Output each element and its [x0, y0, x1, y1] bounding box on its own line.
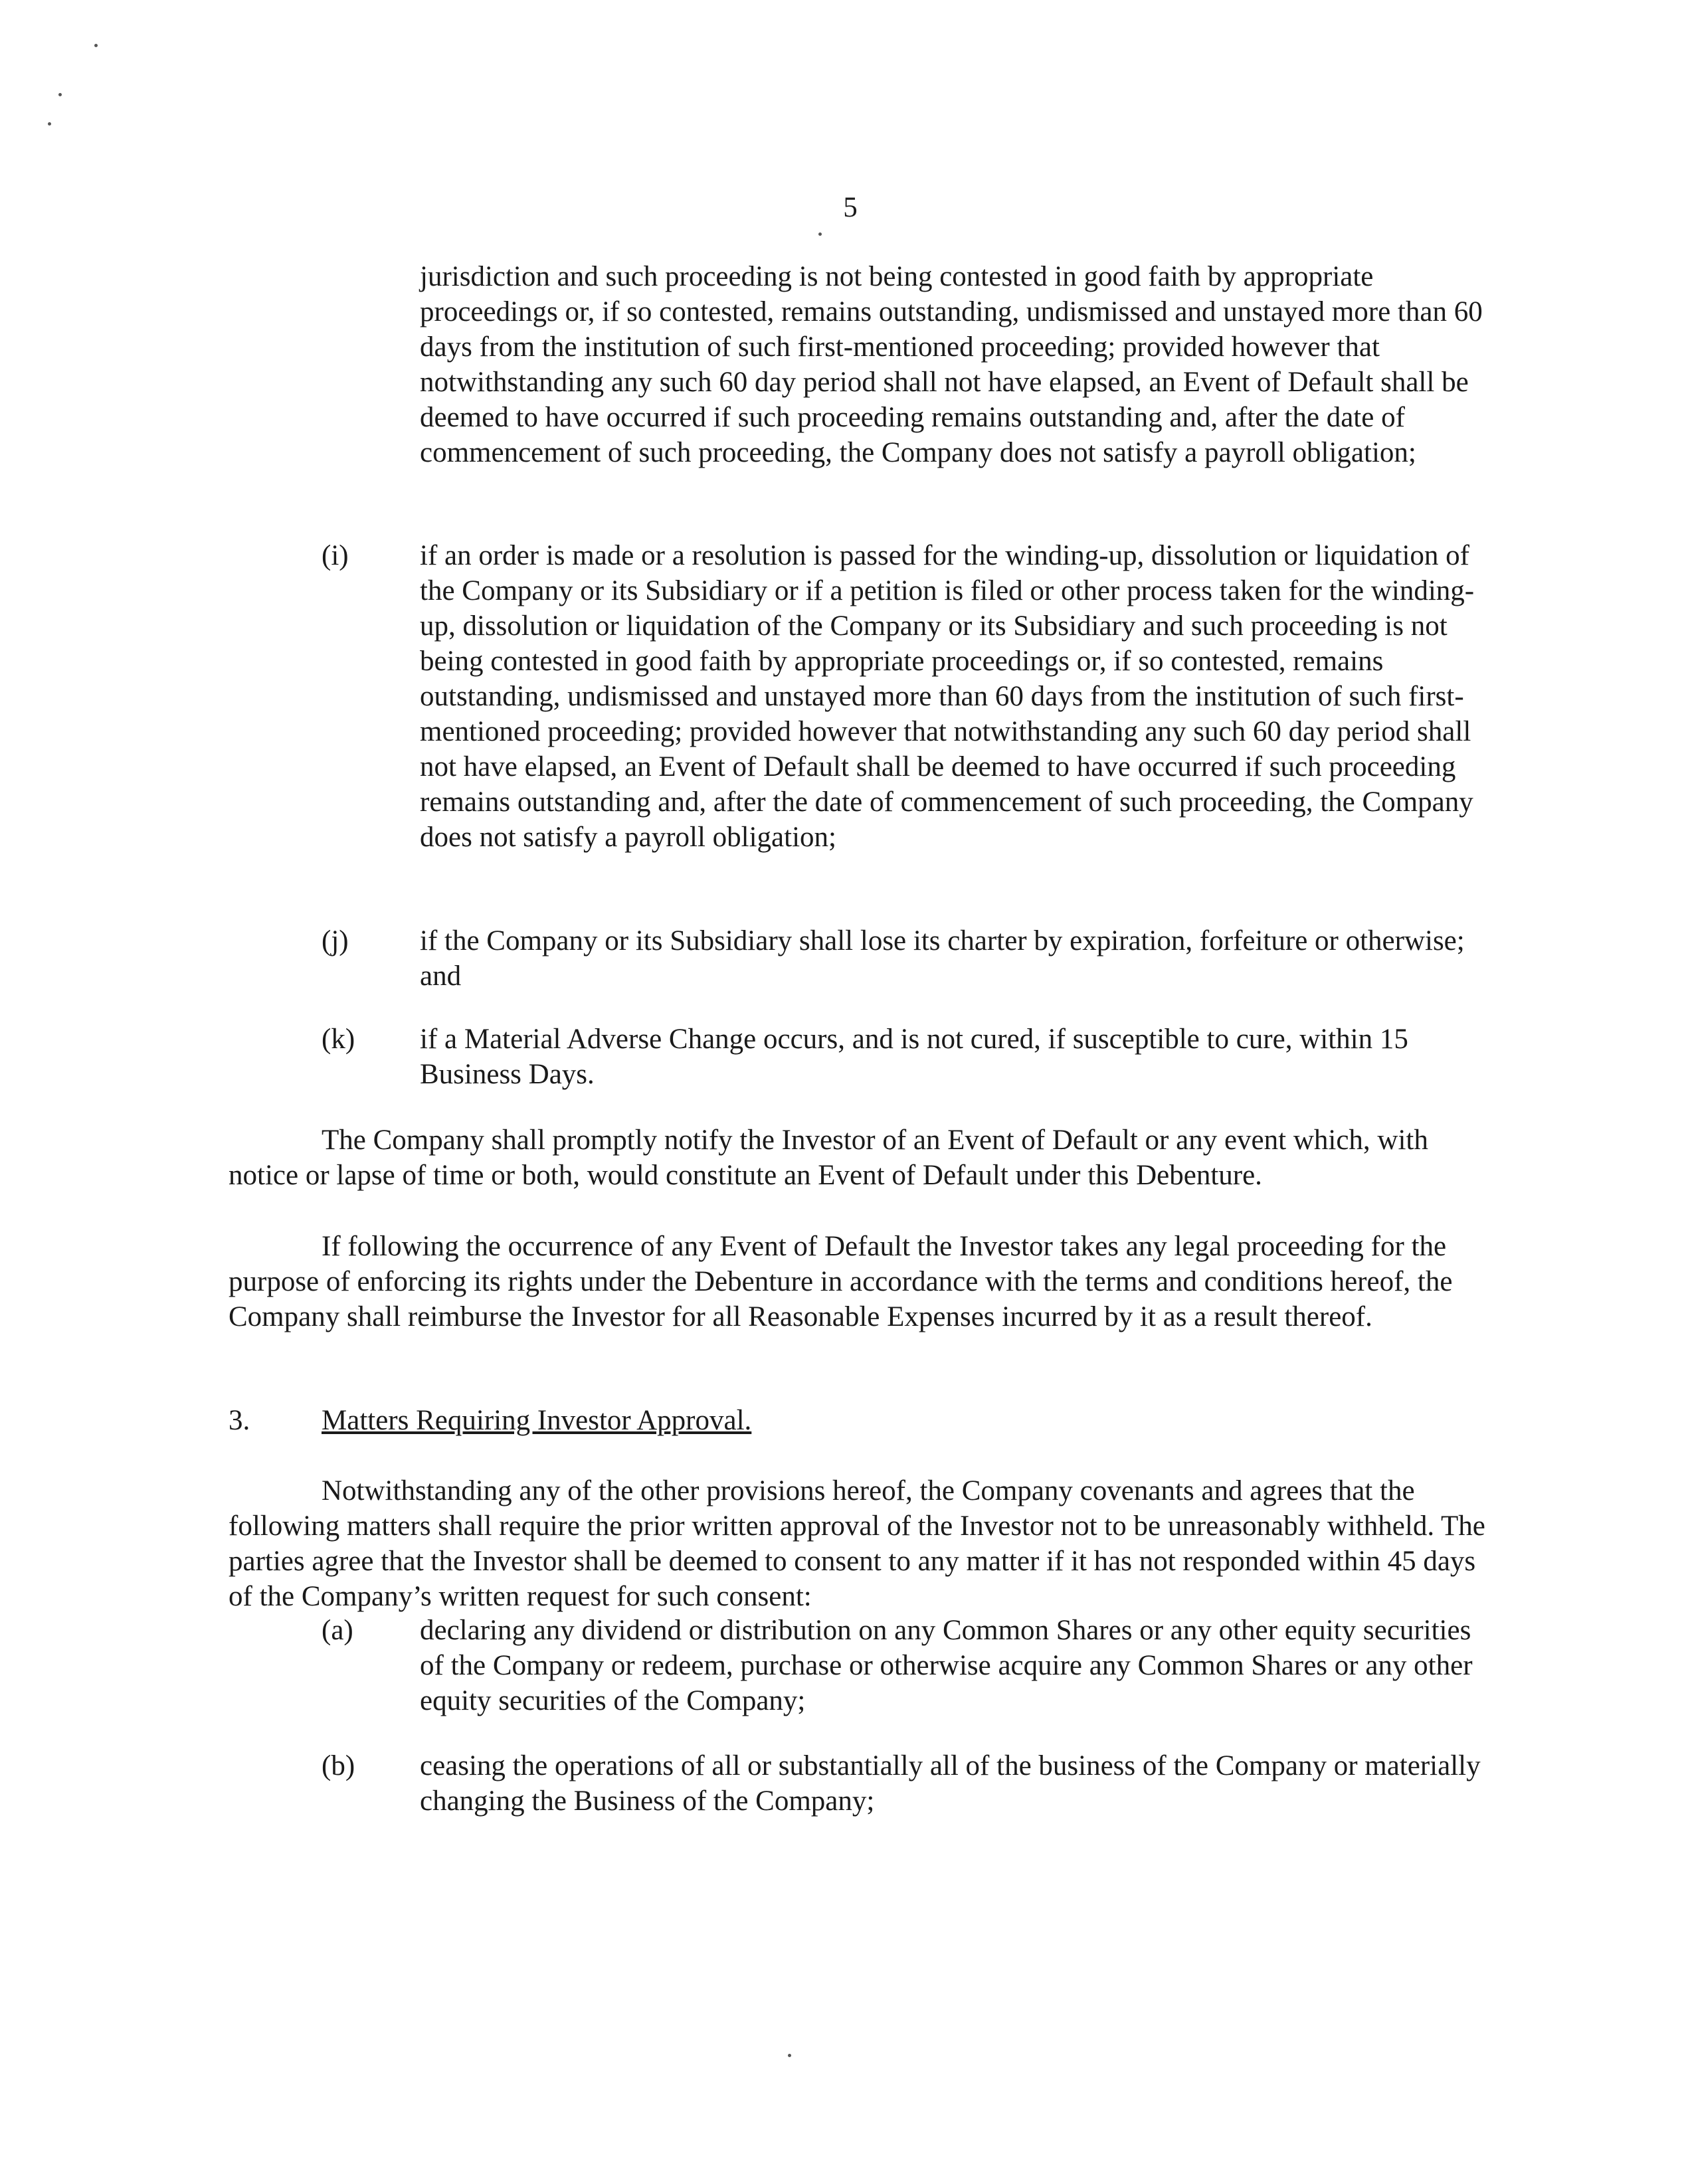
item-text: ceasing the operations of all or substantially all of the business of the Company or materially changing the Business of the Company;: [420, 1750, 1481, 1817]
list-item-a: [322, 1613, 1491, 1718]
page-number: 5: [843, 192, 858, 223]
item-text: declaring any dividend or distribution on any Common Shares or any other equity securities of the Company or redeem, purchase or otherwise acquire any Common Shares or any other equity securities of the Company;: [420, 1615, 1473, 1716]
item-text: if an order is made or a resolution is passed for the winding-up, dissolution or liquidation of the Company or its Subsidiary or if a petition is filed or other process taken for the winding-up, dissolution or liquidation of the Company or its Subsidiary and such proceeding is not being contested in good faith by appropriate proceedings or, if so contested, remains outstanding, undismissed and unstayed more than 60 days from the institution of such first-mentioned proceeding; provided however that notwithstanding any such 60 day period shall not have elapsed, an Event of Default shall be deemed to have occurred if such proceeding remains outstanding and, after the date of commencement of such proceeding, the Company does not satisfy a payroll obligation;: [420, 540, 1475, 853]
scan-speck: [788, 2054, 791, 2057]
item-text: if a Material Adverse Change occurs, and is not cured, if susceptible to cure, within 15 Business Days.: [420, 1024, 1408, 1090]
section-title: Matters Requiring Investor Approval.: [322, 1405, 752, 1436]
item-label: (k): [322, 1024, 355, 1055]
notify-paragraph: The Company shall promptly notify the Investor of an Event of Default or any event which, with notice or lapse of time or both, would constitute an Event of Default under this Debenture.: [229, 1125, 1428, 1191]
scan-speck: [94, 44, 98, 47]
scan-speck: [48, 122, 51, 126]
legal-proceeding-paragraph: If following the occurrence of any Event of Default the Investor takes any legal proceeding for the purpose of enforcing its rights under the Debenture in accordance with the terms and conditions hereof, the Company shall reimburse the Investor for all Reasonable Expenses incurred by it as a result thereof.: [229, 1231, 1453, 1332]
item-text: if the Company or its Subsidiary shall lose its charter by expiration, forfeiture or otherwise; and: [420, 925, 1465, 992]
list-item-j: [322, 923, 1491, 994]
continuation-paragraph: jurisdiction and such proceeding is not being contested in good faith by appropriate proceedings or, if so contested, remains outstanding, undismissed and unstayed more than 60 days from the institution of such first-mentioned proceeding; provided however that notwithstanding any such 60 day period shall not have elapsed, an Event of Default shall be deemed to have occurred if such proceeding remains outstanding and, after the date of commencement of such proceeding, the Company does not satisfy a payroll obligation;: [420, 261, 1483, 468]
item-label: (b): [322, 1750, 355, 1781]
list-item-b: [322, 1748, 1491, 1819]
scan-speck: [58, 93, 62, 96]
list-item-k: [322, 1022, 1491, 1092]
list-item-i: [322, 538, 1491, 855]
item-label: (j): [322, 925, 349, 956]
item-label: (i): [322, 540, 349, 571]
scan-speck: [818, 232, 822, 236]
section-number: 3.: [229, 1405, 250, 1436]
item-label: (a): [322, 1615, 353, 1646]
approval-paragraph: Notwithstanding any of the other provisions hereof, the Company covenants and agrees that the following matters shall require the prior written approval of the Investor not to be unreasonably withheld. The parties agree that the Investor shall be deemed to consent to any matter if it has not responded within 45 days of the Company’s written request for such consent:: [229, 1475, 1485, 1612]
